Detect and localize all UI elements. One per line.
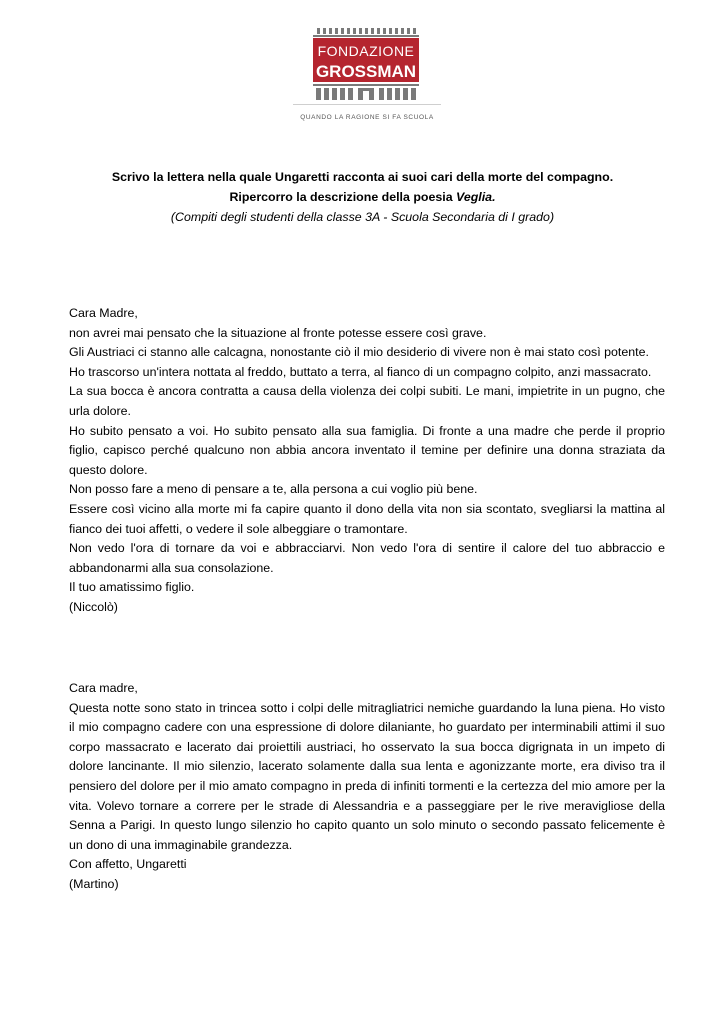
letter-author: (Niccolò) [69, 599, 118, 614]
letter-author: (Martino) [69, 876, 119, 891]
letter-paragraph: Questa notte sono stato in trincea sotto i colpi delle mitragliatrici nemiche guardando la luna piena. Ho visto il mio compagno cadere con una espressione di dolore dilaniante, ho guardato per interminabili attimi il suo corpo massacrato e lacerato dai proiettili austriaci, ho osservato la sua bocca digrignata in un impeto di dolore lancinante. Il mio silenzio, lacerato solamente dalla sua lenta e agonizzante morte, era diviso tra il pensiero del dolore per il mio amato compagno in preda di infiniti tormenti e la certezza del mio amore per la vita. Volevo tornare a correre per le strade di Alessandria e a passeggiare per le rive meravigliose della Senna a Parigi. In questo lungo silenzio ho capito quanto un solo minuto o secondo passato felicemente è un dono di una immaginabile grandezza. [69, 700, 665, 852]
poem-title: Veglia. [456, 190, 496, 204]
heading-line-2-text: Ripercorro la descrizione della poesia [229, 190, 457, 204]
letter-paragraph: Gli Austriaci ci stanno alle calcagna, nonostante ciò il mio desiderio di vivere non è mai stato così potente. [69, 345, 649, 360]
letter-paragraph: Non posso fare a meno di pensare a te, alla persona a cui voglio più bene. [69, 482, 478, 497]
letter-paragraph: Essere così vicino alla morte mi fa capire quanto il dono della vita non sia scontato, svegliarsi la mattina al fianco dei tuoi affetti, o vedere il sole albeggiare o tramontare. [69, 501, 665, 536]
logo-line2: GROSSMAN [315, 62, 417, 81]
letter-paragraph: Non vedo l'ora di tornare da voi e abbracciarvi. Non vedo l'ora di sentire il calore del tuo abbraccio e abbandonarmi alla sua consolazione. [69, 541, 665, 575]
letter-paragraph: La sua bocca è ancora contratta a causa della violenza dei colpi subiti. Le mani, impietrite in un pugno, che urla dolore. [69, 384, 665, 418]
document-heading [60, 167, 665, 227]
letter-paragraph: Ho subito pensato a voi. Ho subito pensato alla sua famiglia. Di fronte a una madre che perde il proprio figlio, capisco perché qualcuno non abbia ancora inventato il temine per definire una donna straziata da questo dolore. [69, 423, 665, 477]
letter-niccolo [69, 304, 665, 618]
logo-emblem [313, 28, 419, 100]
logo-tagline: QUANDO LA RAGIONE SI FA SCUOLA [300, 114, 434, 121]
logo-divider [293, 104, 441, 105]
heading-line-3: (Compiti degli studenti della classe 3A - Scuola Secondaria di I grado) [170, 210, 555, 224]
letter-signoff: Il tuo amatissimo figlio. [69, 580, 195, 595]
letter-paragraph: Ho trascorso un'intera nottata al freddo, buttato a terra, al fianco di un compagno colpito, anzi massacrato. [69, 364, 652, 379]
letter-paragraph: non avrei mai pensato che la situazione al fronte potesse essere così grave. [69, 325, 487, 340]
letter-martino [69, 679, 665, 895]
letter-paragraph: Cara Madre, [69, 306, 138, 320]
logo-line1: FONDAZIONE [317, 43, 415, 59]
heading-line-1: Scrivo la lettera nella quale Ungaretti racconta ai suoi cari della morte del compagno. [111, 170, 614, 184]
heading-line-2 [60, 187, 665, 207]
fondazione-grossman-logo [293, 28, 438, 128]
letter-paragraph: Cara madre, [69, 681, 138, 695]
letter-signoff: Con affetto, Ungaretti [69, 857, 187, 872]
